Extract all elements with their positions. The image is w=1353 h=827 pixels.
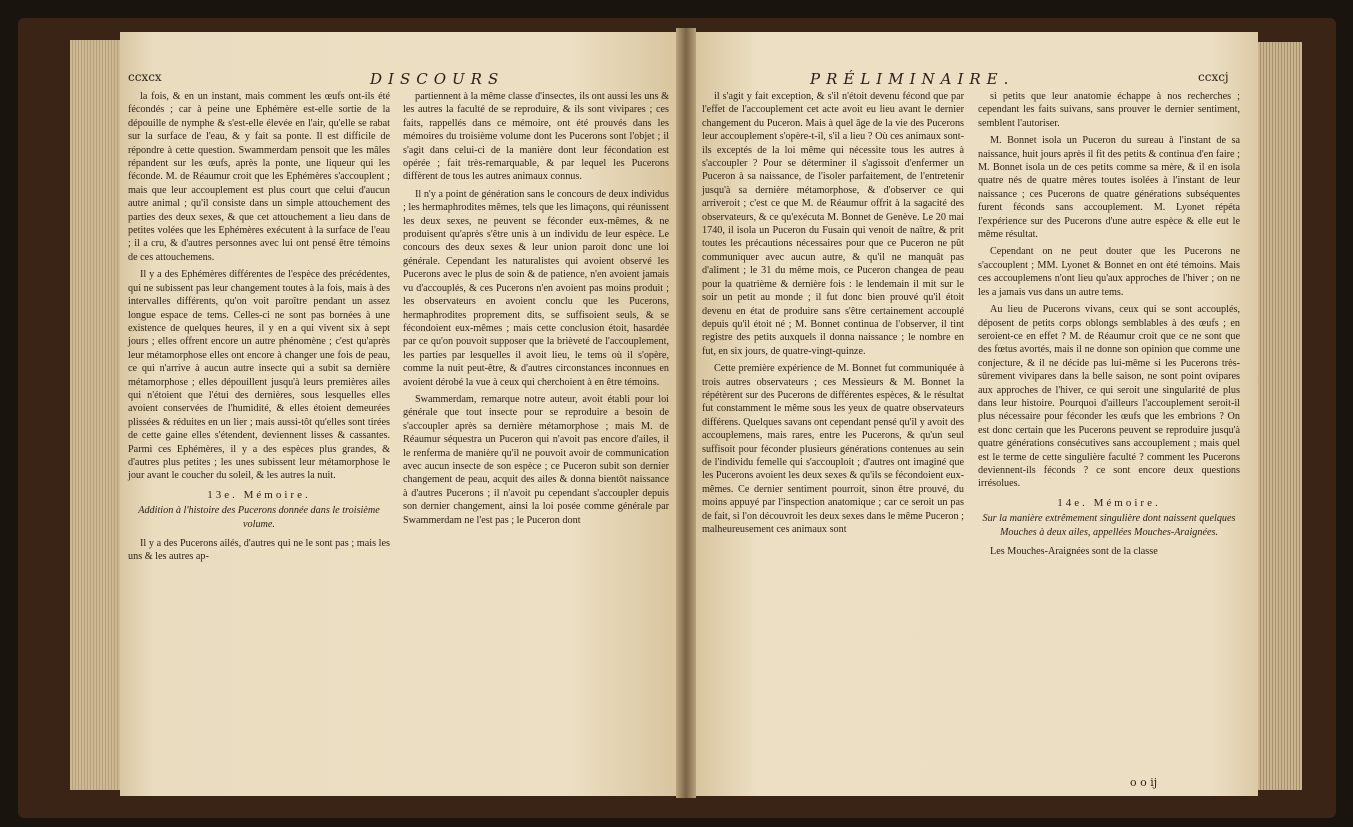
right-column-1 [702, 90, 964, 540]
left-page [120, 32, 680, 796]
left-column-2 [403, 90, 669, 531]
right-running-title: PRÉLIMINAIRE. [810, 70, 1015, 88]
paragraph: Il y a des Ephémères différentes de l'espèce des précédentes, qui ne subissent pas leur changement toutes à la fois, mais à des intervalles différents, qu'on voit paroître pendant un assez longue espace de tems. Celles-ci ne sont pas bornées à une existence de quelques heures, il y en a qui vivent six à sept jours ; elles offrent encore un autre phénomène ; c'est qu'après leur métamorphose elles ont encore à changer une fois de peau, ce qui n'arrive à aucun autre insecte qui a subit sa dernière métamorphose ; elles dépouillent jusqu'à leurs premières ailes qui n'étoient que l'étui des dernières, sous lesquelles elles avoient conservées de l'humidité, & elles étoient demeurées plissées & réduites en un lier ; mais aussi-tôt qu'elles sont tirées de cette gaine elles s'étendent, deviennent lisses & cassantes. Parmi ces Ephémères, il y a des espèces plus grandes, & d'autres plus petites ; les unes subissent leur métamorphose le jour avant le coucher du soleil, & les autres la nuit. [128, 269, 390, 482]
right-column-2 [978, 90, 1240, 562]
paragraph: Cependant on ne peut douter que les Pucerons ne s'accouplent ; MM. Lyonet & Bonnet en ont été témoins. Mais ces accouplemens n'ont lieu qu'aux approches de l'hiver ; on ne les a jamais vus dans un autre tems. [978, 246, 1240, 298]
paragraph: Il n'y a point de génération sans le concours de deux individus ; les hermaphrodites mêmes, tels que les limaçons, qui réunissent les deux sexes, ne peuvent se féconder eux-mêmes, & ne produisent qu'après s'être unis à un individu de leur espèce. Le concours des deux sexes & leur union paroit donc une loi générale. Cependant les naturalistes qui avoient observé les Pucerons avec le plus de soin & de patience, n'en avoient jamais vu d'accouplés, & ces Pucerons n'en avoient pas moins produit ; les observateurs en avoient conclu que les Pucerons, hermaphrodites proprement dits, se suffisoient seuls, & se fécondoient eux-mêmes ; mais cette conclusion étoit, hasardée par ce qu'on pouvoit supposer que la brièveté de l'accouplement, les parties par lesquelles il avoit lieu, le tems où il s'opère, comme la nuit peut-être, & d'autres circonstances inconnues en avoient dérobé la vue à ceux qui cherchoient à en être témoins. [403, 188, 669, 388]
paragraph: si petits que leur anatomie échappe à nos recherches ; cependant les faits suivans, sans prouver le dernier sentiment, semblent l'autoriser. [978, 91, 1240, 129]
paragraph: Cette première expérience de M. Bonnet fut communiquée à trois autres observateurs ; ces Messieurs & M. Bonnet la répétèrent sur des Pucerons de différentes espèces, & le résultat fut constamment le même sous les yeux de quatre observateurs différens. Quelques savans ont cependant pensé qu'il y avoit des accouplemens, mais rares, entre les Pucerons, & qu'un seul suffisoit pour féconder plusieurs générations contenues au sein de l'individu femelle qui s'accouploit ; d'autres ont imaginé que les Pucerons avoient les deux sexes & qu'ils se fécondoient eux-mêmes. Ce dernier sentiment pourroit, sinon être prouvé, du moins appuyé par l'inspection anatomique ; car ce seroit un pas de fait, si l'on découvroit les deux sexes dans le même Puceron ; malheureusement ces animaux sont [702, 363, 964, 535]
left-column-1 [128, 90, 390, 568]
paragraph: Au lieu de Pucerons vivans, ceux qui se sont accouplés, déposent de petits corps oblongs semblables à des œufs ; en seroient-ce en effet ? M. de Réaumur croit que ce ne sont que des fœtus avortés, mais il ne donne son opinion que comme une conjecture, & il ne décide pas lui-même si les Pucerons très-sûrement vivipares dans la belle saison, ne sont point ovipares aux approches de l'hiver, ce qui seroit une singularité de plus dans leur histoire. Pourquoi d'ailleurs l'accouplement seroit-il plus nécessaire pour féconder les œufs que les embrions ? On est donc certain que les Pucerons peuvent se reproduire jusqu'à quatre générations consécutives sans accouplement ; mais quel est le terme de cette singulière faculté ? comment les Pucerons deviennent-ils féconds ? ce sont encore deux questions irrésolues. [978, 304, 1240, 490]
paragraph: partiennent à la même classe d'insectes, ils ont aussi les uns & les autres la faculté de se reproduire, & ils sont vivipares ; ces faits, rappellés dans ce mémoire, ont été prouvés dans les mémoires du troisième volume dont les Pucerons sont l'objet ; il s'agit dans celui-ci de la manière dont leur fécondation est opérée ; fait très-remarquable, & par lequel les Pucerons diffèrent de tous les autres animaux connus. [403, 91, 669, 183]
left-running-title: DISCOURS [370, 70, 505, 88]
memoire-heading: 14e. Mémoire. [1057, 496, 1161, 509]
paragraph: Swammerdam, remarque notre auteur, avoit établi pour loi générale que tout insecte pour se reproduire a besoin de s'accoupler après sa dernière métamorphose ; mais M. de Réaumur séquestra un Puceron qui n'avoit pas encore d'ailes, il le renferma de manière qu'il ne pouvoit avoir de communication avec aucun insecte de son espèce ; ce Puceron subit son dernier changement de peau, acquit des ailes & donna bientôt naissance à d'autres Pucerons ; il n'avoit pu cependant s'accoupler depuis son dernier changement, ainsi la loi posée comme générale par Swammerdam ne l'est pas ; le Puceron dont [403, 393, 669, 526]
section-title: Sur la manière extrêmement singulière dont naissent quelques Mouches à deux ailes, appellées Mouches-Araignées. [982, 513, 1236, 538]
left-page-number: ccxcx [128, 70, 162, 84]
paragraph: Les Mouches-Araignées sont de la classe [990, 546, 1158, 557]
right-page [690, 32, 1258, 796]
signature-mark: o o ij [1130, 776, 1158, 789]
paragraph: Il y a des Pucerons ailés, d'autres qui ne le sont pas ; mais les uns & les autres ap- [128, 538, 390, 563]
paragraph: il s'agit y fait exception, & s'il n'étoit devenu fécond que par l'effet de l'accouplement cet acte avoit eu lieu avant le dernier changement du Puceron. Mais à quel âge de la vie des Pucerons leur accouplement s'opère-t-il, s'il a lieu ? Où ces animaux sont-ils exceptés de la loi même qui nécessite tous les autres à s'accoupler ? Pour se déterminer il s'agissoit d'enfermer un Puceron à sa naissance, de l'isoler parfaitement, de l'entretenir jusqu'à sa dernière métamorphose, & d'observer ce qui arriveroit ; c'est ce que M. de Réaumur offrit à la sagacité des observateurs, & ce qu'exécuta M. Bonnet de Genève. Le 20 mai 1740, il isola un Puceron du Fusain qui venoit de naître, & prit toutes les précautions nécessaires pour que ce Puceron ne pût communiquer avec aucun autre, & qu'il ne manquât pas d'aliment ; le 31 du même mois, ce Puceron changea de peau pour la quatrième & dernière fois : le lendemain il mit sur le soir un petit au monde ; il fut donc bien prouvé qu'il étoit devenu en état de produire sans s'être certainement accouplé depuis qu'il étoit né ; M. Bonnet continua de l'observer, il tint registre des petits auxquels il donna naissance ; le nombre en fut, en six jours, de quatre-vingt-quinze. [702, 91, 964, 357]
section-title: Addition à l'histoire des Pucerons donnée dans le troisième volume. [138, 505, 380, 530]
book-gutter [676, 28, 696, 798]
paragraph: la fois, & en un instant, mais comment les œufs ont-ils été fécondés ; car à peine une Ephémère est-elle sortie de la dépouille de nymphe & s'est-elle élevée en l'air, qu'elle se rabat sur la surface de l'eau, & y fait sa ponte. Il est difficile de répondre à cette question. Swammerdam pensoit que les mâles répandent sur les œufs, après la ponte, une liqueur qui les féconde. M. de Réaumur croit que les Ephémères s'accouplent ; mais que leur accouplement est plus court que celui d'aucun autre animal ; qu'il consiste dans un simple attouchement des parties des deux sexes, & que cet attouchement a lieu dans de petites volées que les Ephémères exécutent à la surface de l'eau ; il a cru, & d'autres personnes avec lui ont pensé être témoins de ces attouchemens. [128, 91, 390, 263]
paragraph: M. Bonnet isola un Puceron du sureau à l'instant de sa naissance, huit jours après il fit des petits & continua d'en faire ; M. Bonnet isola un de ces petits comme sa mère, & il en isola quatre nés de quatre mères toutes isolées à l'instant de leur naissance ; ces Pucerons de quatre générations subséquentes furent féconds sans accouplement. M. Lyonet répéta l'expérience sur des Pucerons d'une autre espèce & elle eut le même résultat. [978, 135, 1240, 241]
memoire-heading: 13e. Mémoire. [207, 488, 311, 501]
right-page-edges [1252, 42, 1302, 790]
right-page-number: ccxcj [1198, 70, 1229, 84]
